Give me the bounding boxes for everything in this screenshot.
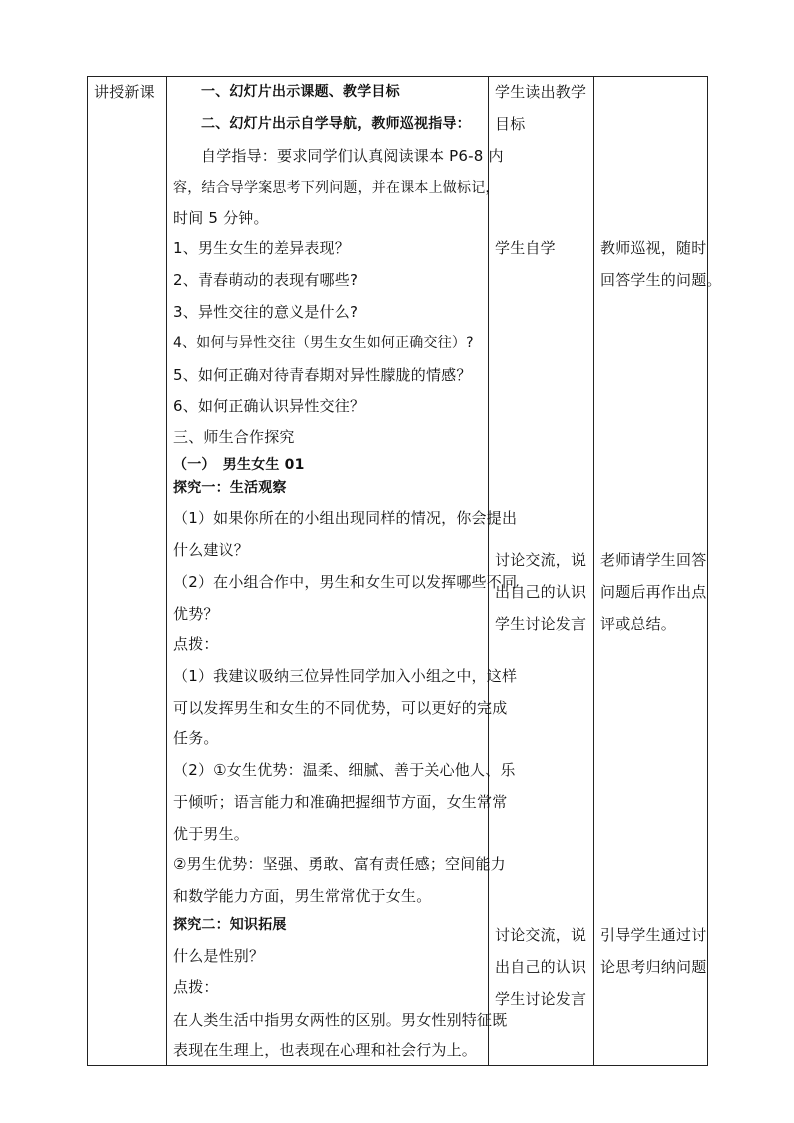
table-border-top [87, 76, 708, 77]
student-line: 学生讨论发言 [495, 615, 587, 633]
student-line: 出自己的认识 [495, 958, 587, 976]
student-line: 学生读出教学 [495, 83, 587, 101]
content-line: 2、青春萌动的表现有哪些? [173, 271, 359, 289]
content-line: 三、师生合作探究 [173, 428, 295, 446]
teacher-line: 回答学生的问题。 [600, 271, 722, 289]
section-label: 讲授新课 [94, 83, 155, 101]
content-line: 表现在生理上，也表现在心理和社会行为上。 [173, 1041, 478, 1059]
content-line: 二、幻灯片出示自学导航，教师巡视指导： [201, 116, 471, 132]
content-line: 任务。 [173, 729, 219, 747]
student-line: 学生自学 [495, 239, 556, 257]
student-line: 出自己的认识 [495, 583, 587, 601]
content-line: 探究二：知识拓展 [173, 917, 287, 933]
content-line: 和数学能力方面，男生常常优于女生。 [173, 887, 432, 905]
student-line: 讨论交流，说 [495, 551, 587, 569]
content-line: 优势？ [173, 605, 219, 623]
content-line: 探究一：生活观察 [173, 480, 287, 496]
content-line: （一） 男生女生 01 [173, 457, 305, 473]
teacher-line: 引导学生通过讨 [600, 926, 707, 944]
content-line: 可以发挥男生和女生的不同优势，可以更好的完成 [173, 699, 508, 717]
teacher-line: 问题后再作出点 [600, 583, 707, 601]
student-line: 讨论交流，说 [495, 926, 587, 944]
student-line: 学生讨论发言 [495, 990, 587, 1008]
content-line: ②男生优势：坚强、勇敢、富有责任感；空间能力 [173, 855, 506, 873]
table-border-bottom [87, 1065, 708, 1066]
content-line: （2）在小组合作中，男生和女生可以发挥哪些不同 [173, 573, 518, 591]
teacher-line: 论思考归纳问题 [600, 958, 707, 976]
content-line: 4、如何与异性交往（男生女生如何正确交往）? [173, 335, 474, 351]
content-line: 于倾听；语言能力和准确把握细节方面，女生常常 [173, 793, 508, 811]
content-line: 优于男生。 [173, 825, 250, 843]
content-line: （1）如果你所在的小组出现同样的情况，你会提出 [173, 509, 518, 527]
content-line: 5、如何正确对待青春期对异性朦胧的情感？ [173, 366, 472, 384]
content-line: 什么建议？ [173, 541, 250, 559]
table-divider-3 [593, 76, 594, 1066]
content-line: 容，结合导学案思考下列问题，并在课本上做标记， [173, 180, 500, 196]
content-line: 3、异性交往的意义是什么? [173, 303, 359, 321]
teacher-line: 老师请学生回答 [600, 551, 707, 569]
student-line: 目标 [495, 115, 526, 133]
content-line: 6、如何正确认识异性交往？ [173, 397, 366, 415]
table-border-right [707, 76, 708, 1066]
teacher-line: 评或总结。 [600, 615, 677, 633]
content-line: 点拨： [173, 635, 219, 653]
content-line: 点拨： [173, 978, 219, 996]
content-line: 在人类生活中指男女两性的区别。男女性别特征既 [173, 1011, 508, 1029]
content-line: （1）我建议吸纳三位异性同学加入小组之中，这样 [173, 667, 518, 685]
table-border-left [87, 76, 88, 1066]
table-divider-2 [488, 76, 489, 1066]
content-line: 自学指导：要求同学们认真阅读课本 P6-8 内 [201, 147, 504, 165]
content-line: 一、幻灯片出示课题、教学目标 [201, 84, 400, 100]
content-line: 什么是性别？ [173, 947, 265, 965]
content-line: 时间 5 分钟。 [173, 209, 269, 227]
content-line: （2）①女生优势：温柔、细腻、善于关心他人、乐 [173, 761, 516, 779]
teacher-line: 教师巡视，随时 [600, 239, 707, 257]
table-divider-1 [166, 76, 167, 1066]
content-line: 1、男生女生的差异表现？ [173, 239, 350, 257]
